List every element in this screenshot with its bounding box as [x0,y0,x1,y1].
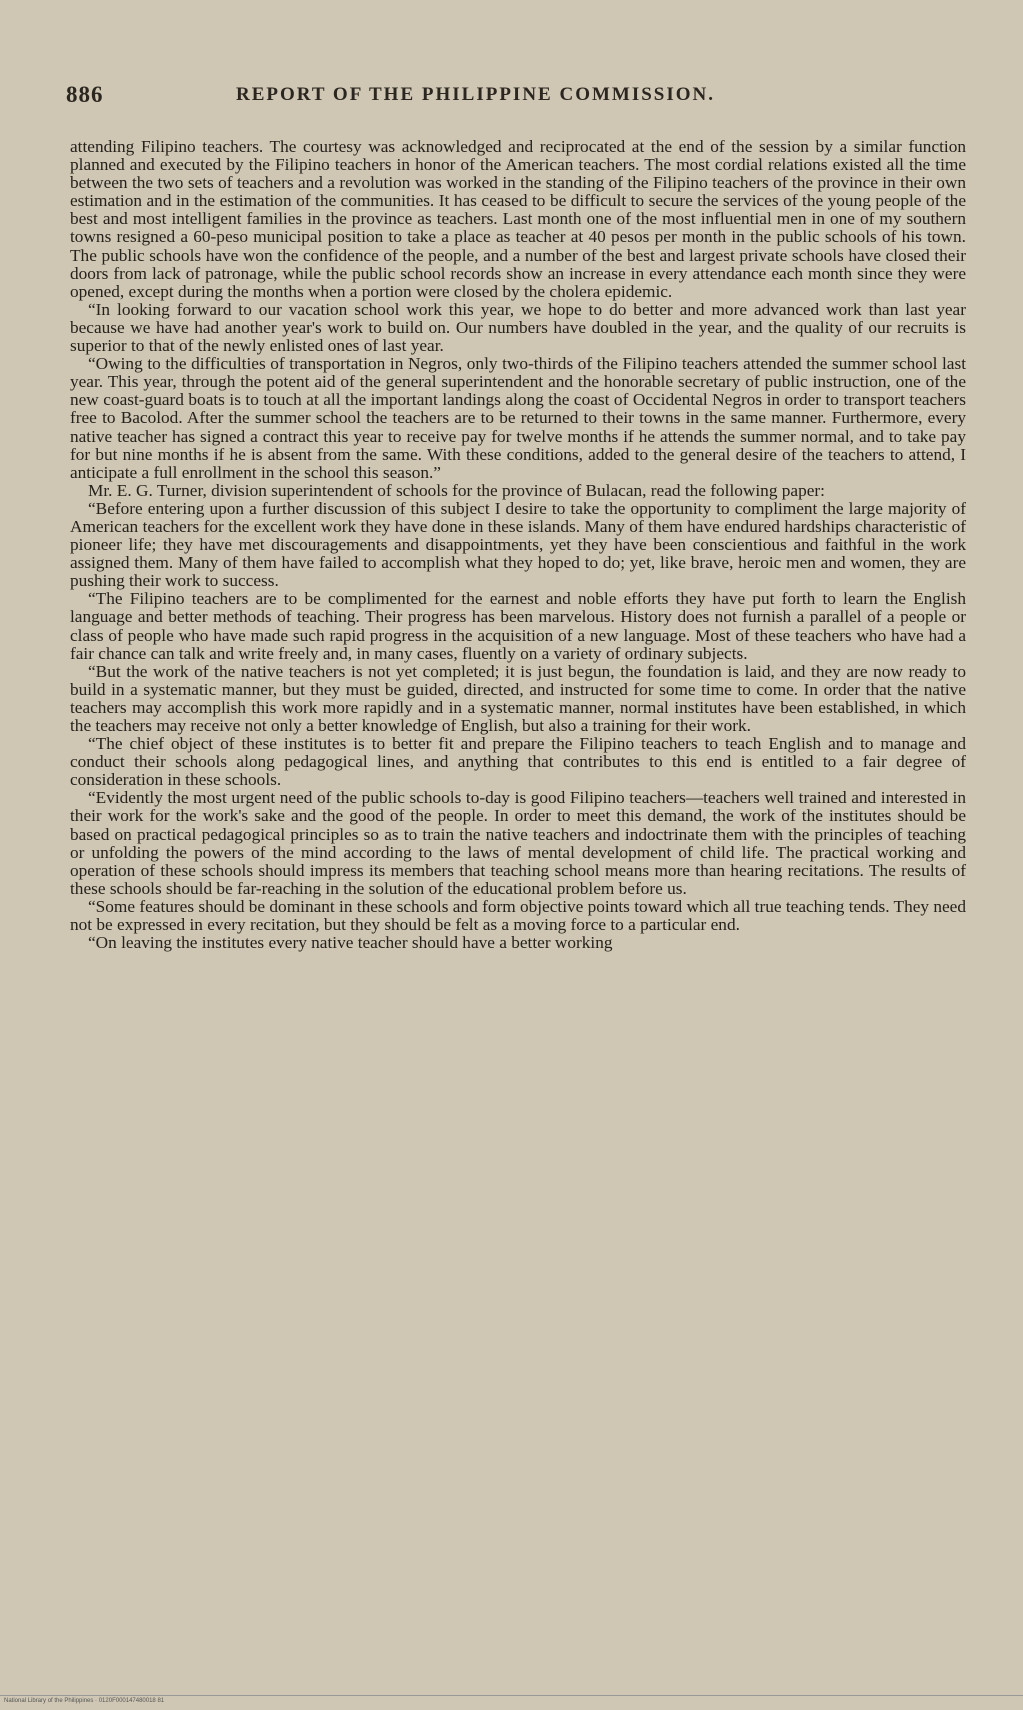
paragraph: “Before entering upon a further discussion of this subject I desire to take the opportunity to compliment the large majority of American teachers for the excellent work they have done in these islands. Many of them have endured hardships characteristic of pioneer life; they have met discouragements and disappointments, yet they have been conscientious and faithful in the work assigned them. Many of them have failed to accomplish what they hoped to do; yet, like brave, heroic men and women, they are pushing their work to success. [70,498,966,591]
paragraph: attending Filipino teachers. The courtesy was acknowledged and reciprocated at the end of the session by a similar function planned and executed by the Filipino teachers in honor of the American teachers. The most cordial relations existed all the time between the two sets of teachers and a revolution was worked in the standing of the Filipino teachers of the province in their own estimation and in the estimation of the communities. It has ceased to be difficult to secure the services of the young people of the best and most intelligent families in the province as teachers. Last month one of the most influential men in one of my southern towns resigned a 60-peso municipal position to take a place as teacher at 40 pesos per month in the public schools of his town. The public schools have won the confidence of the people, and a number of the best and largest private schools have closed their doors from lack of patronage, while the public school records show an increase in every attendance each month since they were opened, except during the months when a portion were closed by the cholera epidemic. [70,137,966,301]
paragraph: “Evidently the most urgent need of the public schools to-day is good Filipino teachers—teachers well trained and interested in their work for the work's sake and the good of the people. In order to meet this demand, the work of the institutes should be based on practical pedagogical principles so as to train the native teachers and indoctrinate them with the principles of teaching or unfolding the powers of the mind according to the laws of mental development of child life. The practical working and operation of these schools should impress its members that teaching school means more than hearing recitations. The results of these schools should be far-reaching in the solution of the educational problem before us. [70,788,966,898]
page-number: 886 [66,82,104,107]
paragraph: “But the work of the native teachers is not yet completed; it is just begun, the foundation is laid, and they are now ready to build in a systematic manner, but they must be guided, directed, and instructed for some time to come. In order that the native teachers may accomplish this work more rapidly and in a systematic manner, normal institutes have been established, in which the teachers may receive not only a better knowledge of English, but also a training for their work. [70,661,966,735]
footer-divider [0,1695,1023,1696]
page-header [66,82,966,114]
paragraph: “Some features should be dominant in these schools and form objective points toward which all true teaching tends. They need not be expressed in every recitation, but they should be felt as a moving force to a particular end. [70,896,966,935]
running-head: REPORT OF THE PHILIPPINE COMMISSION. [236,84,716,105]
footer-note: National Library of the Philippines · 0120F000147480018 81 [4,1698,165,1704]
paragraph: “Owing to the difficulties of transportation in Negros, only two-thirds of the Filipino teachers attended the summer school last year. This year, through the potent aid of the general superintendent and the honorable secretary of public instruction, one of the new coast-guard boats is to touch at all the important landings along the coast of Occidental Negros in order to transport teachers free to Bacolod. After the summer school the teachers are to be returned to their towns in the same manner. Furthermore, every native teacher has signed a contract this year to receive pay for twelve months if he attends the summer normal, and to take pay for but nine months if he is absent from the same. With these conditions, added to the general desire of the teachers to attend, I anticipate a full enrollment in the school this season.” [70,354,966,482]
paragraph: “In looking forward to our vacation school work this year, we hope to do better and more advanced work than last year because we have had another year's work to build on. Our numbers have doubled in the year, and the quality of our recruits is superior to that of the newly enlisted ones of last year. [70,299,966,356]
paragraph: “The chief object of these institutes is to better fit and prepare the Filipino teachers to teach English and to manage and conduct their schools along pedagogical lines, and anything that contributes to this end is entitled to a fair degree of consideration in these schools. [70,734,966,790]
paragraph: Mr. E. G. Turner, division superintendent of schools for the province of Bulacan, read the following paper: [88,480,825,500]
paragraph: “The Filipino teachers are to be complimented for the earnest and noble efforts they have put forth to learn the English language and better methods of teaching. Their progress has been marvelous. History does not furnish a parallel of a people or class of people who have made such rapid progress in the acquisition of a new language. Most of these teachers who have had a fair chance can talk and write freely and, in many cases, fluently on a variety of ordinary subjects. [70,589,966,663]
body-text [70,138,966,952]
paragraph: “On leaving the institutes every native teacher should have a better working [88,933,613,953]
